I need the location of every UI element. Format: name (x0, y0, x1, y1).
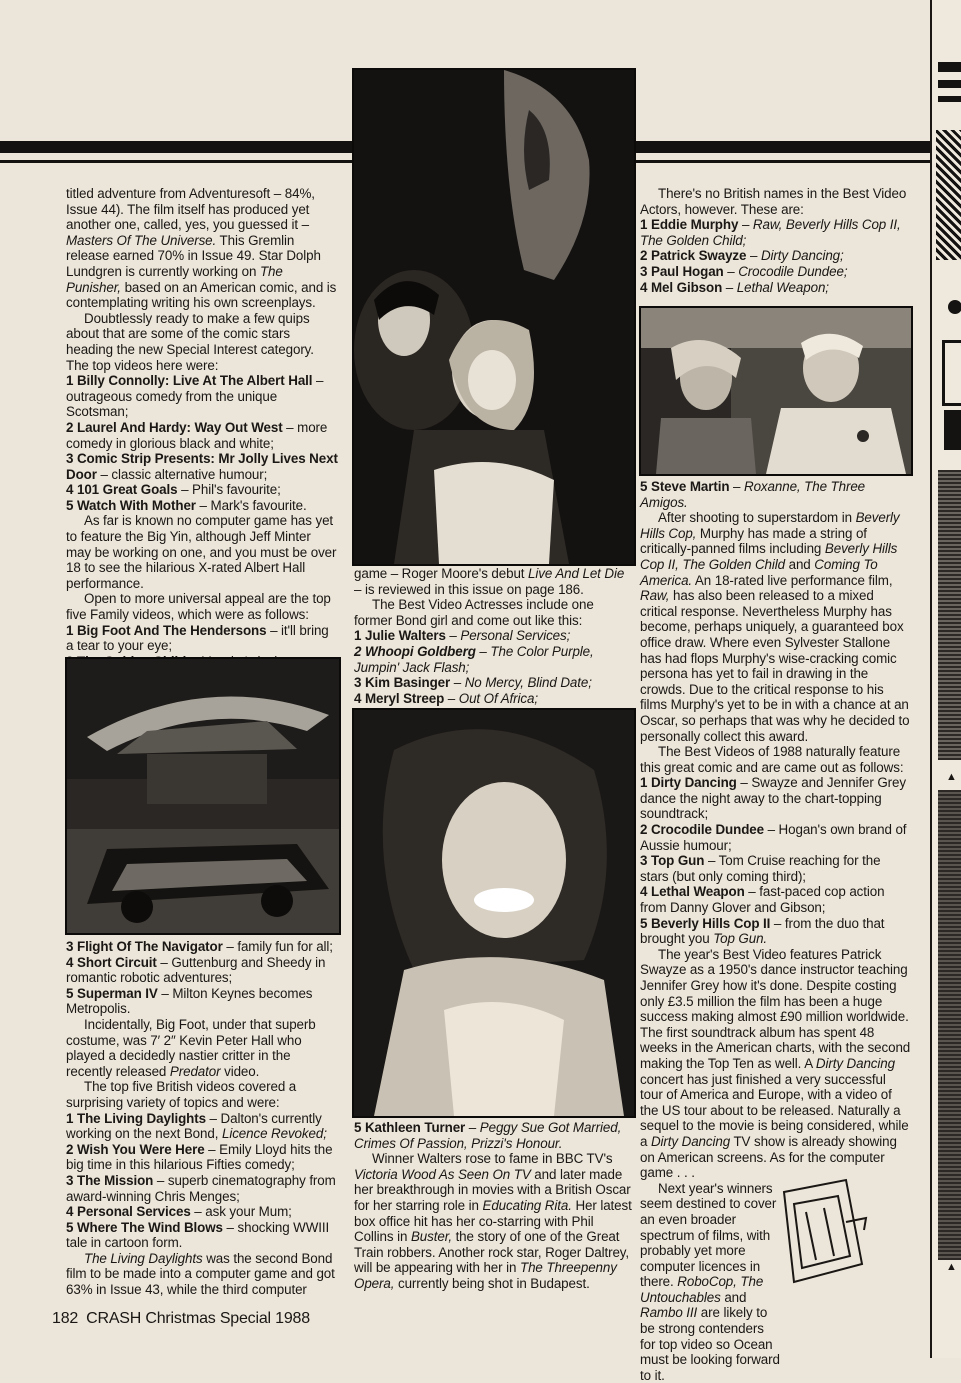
british-list (66, 1111, 338, 1251)
tv-sketch-icon (776, 1172, 868, 1290)
list-item: 1 The Living Daylights – Dalton's currently working on the next Bond, Licence Revoked; (66, 1110, 327, 1142)
list-item: 1 Eddie Murphy – Raw, Beverly Hills Cop II, The Golden Child; (640, 217, 901, 248)
strip-arrow-icon: ▲ (946, 1261, 957, 1273)
photo-steve-martin (639, 306, 913, 476)
strip-pattern (936, 130, 961, 260)
strip-block (942, 340, 961, 406)
actresses-list (354, 628, 634, 706)
list-item: 3 Top Gun – Tom Cruise reaching for the stars (but only coming third); (640, 853, 881, 884)
list-item: 3 Flight Of The Navigator – family fun for all; (66, 939, 333, 954)
list-item: 3 The Mission – superb cinematography from award-winning Chris Menges; (66, 1172, 336, 1204)
family-list-continued (66, 939, 338, 1017)
column-3 (640, 186, 912, 295)
list-item: 2 Crocodile Dundee – Hogan's own brand of Aussie humour; (640, 822, 907, 853)
strip-block (938, 96, 961, 102)
list-item: 4 Meryl Streep – Out Of Africa; (354, 690, 538, 706)
adjacent-page-strip (930, 0, 961, 1358)
list-item: 5 Superman IV – Milton Keynes becomes Metropolis. (66, 985, 313, 1017)
column-2 (354, 566, 634, 706)
list-item: 5 Watch With Mother – Mark's favourite. (66, 497, 307, 513)
column-1-lower (66, 939, 338, 1298)
list-item: 2 Whoopi Goldberg – The Color Purple, Jumpin' Jack Flash; (354, 643, 594, 675)
photo-flight-of-the-navigator (65, 657, 341, 935)
list-item: 3 Paul Hogan – Crocodile Dundee; (640, 263, 848, 279)
col2-paragraph-3: Winner Walters rose to fame in BBC TV's Victoria Wood As Seen On TV and later made her breakthrough in movies with a British Oscar for her starring role in Educating Rita. Her latest box office hit has her co-starring with Phil Collins in Buster, the story of one of the Great Train robbers. Another rock star, Roger Daltrey, will be appearing with her in The Threepenny Opera, currently being shot in Budapest. (354, 1151, 632, 1291)
page-footer (52, 1310, 310, 1328)
list-item: 4 Short Circuit – Guttenburg and Sheedy in romantic robotic adventures; (66, 954, 326, 986)
strip-block (938, 62, 961, 72)
col2-paragraph-1: game – Roger Moore's debut Live And Let Die – is reviewed in this issue on page 186. (354, 566, 625, 597)
strip-arrow-icon: ▲ (946, 771, 957, 783)
photo-couple (352, 68, 636, 566)
list-item: 1 Billy Connolly: Live At The Albert Hall – outrageous comedy from the unique Scotsman; (66, 373, 324, 420)
column-2-lower (354, 1120, 634, 1292)
col1-paragraph-7: The Living Daylights was the second Bond film to be made into a computer game and got 63% in Issue 43, while the third computer (66, 1250, 335, 1298)
page-number: 182 (52, 1310, 79, 1327)
actors-list (640, 217, 912, 295)
list-item: 5 Where The Wind Blows – shocking WWIII tale in cartoon form. (66, 1219, 330, 1251)
best-videos-list (640, 775, 912, 947)
col1-paragraph-2: Doubtlessly ready to make a few quips about that are some of the comic stars heading the new Special Interest category. The top videos here were: (66, 310, 314, 373)
strip-halftone (938, 470, 961, 760)
photo-kathleen-turner (352, 708, 636, 1118)
list-item: 2 Patrick Swayze – Dirty Dancing; (640, 248, 844, 264)
col1-paragraph-5: Incidentally, Big Foot, under that superb costume, was 7′ 2″ Kevin Peter Hall who played a decidedly nastier critter in the recently released Predator video. (66, 1016, 316, 1079)
list-item: 4 Mel Gibson – Lethal Weapon; (640, 279, 829, 295)
list-item: 1 Dirty Dancing – Swayze and Jennifer Grey dance the night away to the chart-topping soundtrack; (640, 775, 906, 822)
column-1 (66, 186, 338, 685)
list-item: 2 Laurel And Hardy: Way Out West – more comedy in glorious black and white; (66, 419, 328, 451)
strip-letter (944, 410, 961, 450)
list-item: 4 101 Great Goals – Phil's favourite; (66, 482, 281, 498)
col3-paragraph-5: Next year's winners seem destined to cover an even broader spectrum of films, with probably yet more computer licences in there. RoboCop, The Untouchables and Rambo III are likely to be strong contenders for top video so Ocean must be looking forward to it. (640, 1180, 780, 1383)
list-item: 4 Personal Services – ask your Mum; (66, 1204, 292, 1220)
strip-block (938, 80, 961, 88)
special-interest-list (66, 373, 338, 513)
col1-paragraph-3: As far is known no computer game has yet to feature the Big Yin, although Jeff Minter may be working on one, and you must be over 18 to see the hilarious X-rated Albert Hall performance. (66, 513, 337, 591)
col1-paragraph-1: titled adventure from Adventuresoft – 84%, Issue 44). The film itself has produced yet another one, called, yes, you guessed it – Masters Of The Universe. This Gremlin release earned 70% in Issue 49. Star Dolph Lundgren is currently working on The Punisher, based on an American comic, and is contemplating writing his own screenplays. (66, 186, 337, 311)
col2-paragraph-2: The Best Video Actresses include one former Bond girl and come out like this: (354, 597, 594, 628)
actor-5: 5 Steve Martin – Roxanne, The Three Amigos. (640, 479, 866, 510)
strip-halftone (938, 790, 961, 1260)
col3-paragraph-1: There's no British names in the Best Video Actors, however. These are: (640, 186, 907, 217)
list-item: 3 Comic Strip Presents: Mr Jolly Lives Next Door – classic alternative humour; (66, 451, 338, 482)
actress-5: 5 Kathleen Turner – Peggy Sue Got Married, Crimes Of Passion, Prizzi's Honour. (354, 1120, 622, 1151)
list-item: 1 Julie Walters – Personal Services; (354, 628, 571, 644)
magazine-title: CRASH Christmas Special 1988 (86, 1310, 310, 1327)
strip-dot (948, 300, 961, 314)
list-item: 1 Big Foot And The Hendersons – it'll bring a tear to your eye; (66, 622, 329, 654)
col3-paragraph-3: The Best Videos of 1988 naturally feature this great comic and are came out as follows: (640, 744, 904, 775)
list-item: 3 Kim Basinger – No Mercy, Blind Date; (354, 675, 592, 691)
col1-paragraph-6: The top five British videos covered a surprising variety of topics and were: (66, 1079, 297, 1110)
col1-paragraph-4: Open to more universal appeal are the top five Family videos, which were as follows: (66, 591, 331, 623)
col3-paragraph-4: The year's Best Video features Patrick Swayze as a 1950's dance instructor teaching Jennifer Grey how it's done. Despite costing only £3.5 million the film has been a huge success making almost £90 million worldwide. The first soundtrack album has spent 48 weeks in the American charts, with the second making the Top Ten as well. A Dirty Dancing concert has just finished a very successful tour of America and Europe, with a video of the US tour about to be released. Naturally a sequel to the movie is being considered, while a Dirty Dancing TV show is already showing on American screens. As for the computer game . . . (640, 946, 911, 1181)
list-item: 4 Lethal Weapon – fast-paced cop action from Danny Glover and Gibson; (640, 884, 885, 916)
list-item: 5 Beverly Hills Cop II – from the duo that brought you Top Gun. (640, 915, 885, 947)
col3-paragraph-2: After shooting to superstardom in Beverly Hills Cop, Murphy has made a string of critically-panned films including Beverly Hills Cop II, The Golden Child and Coming To America. An 18-rated live performance film, Raw, has also been released to a mixed critical response. Nevertheless Murphy has become, perhaps uniquely, a guaranteed box office draw. Where even Sylvester Stallone has had flops Murphy's wise-cracking comic persona has yet to fail in drawing in the crowds. Due to the critical response to his films Murphy's yet to be in with a chance at an Oscar, so perhaps that was why he decided to personally collect this award. (640, 510, 910, 744)
list-item: 2 Wish You Were Here – Emily Lloyd hits the big time in this hilarious Fifties comedy; (66, 1141, 333, 1173)
